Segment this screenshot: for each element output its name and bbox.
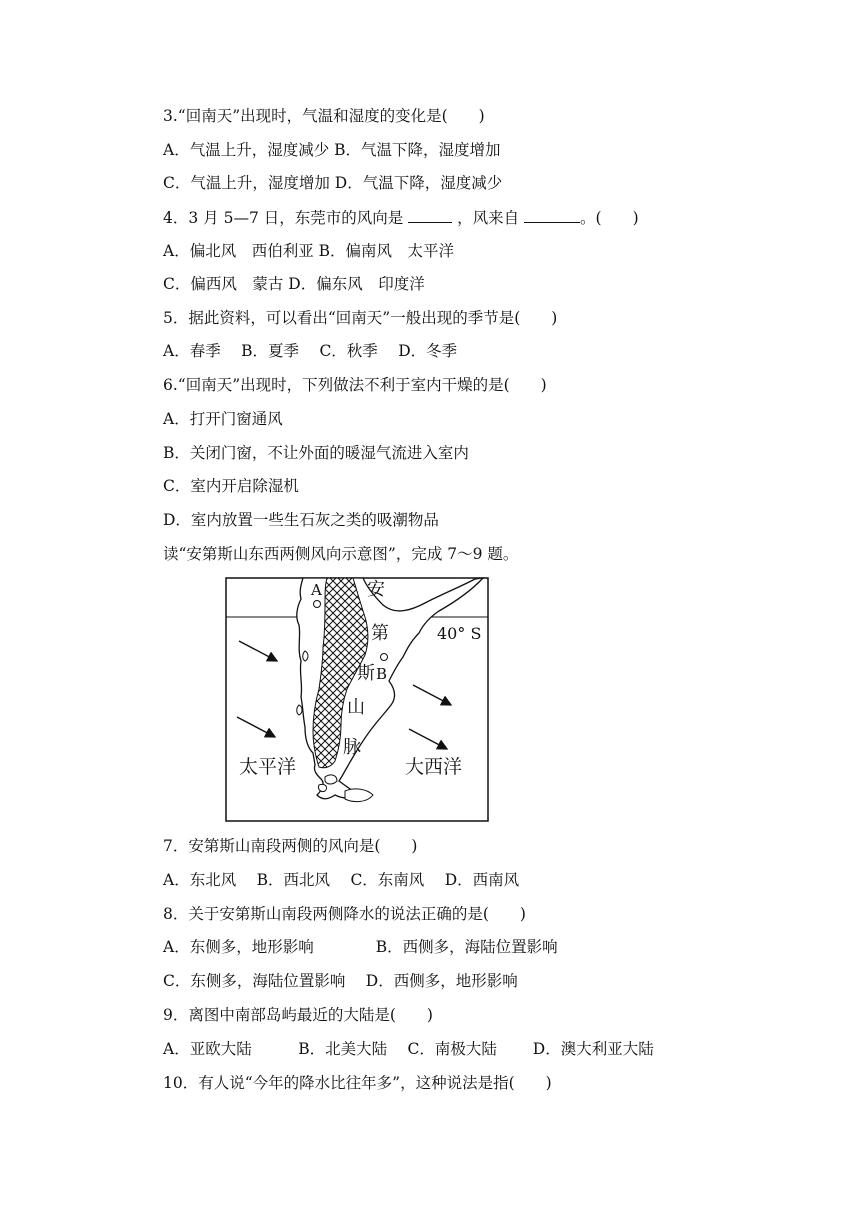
q6-option-d: D．室内放置一些生石灰之类的吸潮物品 <box>163 511 439 529</box>
island-south-1 <box>325 775 337 784</box>
q6-option-a: A．打开门窗通风 <box>163 410 283 428</box>
q3-stem: 3.“回南天”出现时，气温和湿度的变化是( ) <box>163 107 485 125</box>
q4-options-ab: A．偏北风 西伯利亚 B．偏南风 太平洋 <box>163 242 455 260</box>
q4-stem-part3: 。( ) <box>580 209 639 227</box>
q4-blank-1 <box>408 207 452 223</box>
mountain-char-4: 山 <box>347 697 365 718</box>
island-west-2 <box>297 705 302 715</box>
latitude-label: 40° S <box>437 624 482 643</box>
point-a-marker <box>314 601 321 608</box>
q4-blank-2 <box>524 207 580 223</box>
atlantic-ocean-label: 大西洋 <box>405 756 463 778</box>
q6-option-b: B．关闭门窗，不让外面的暖湿气流进入室内 <box>163 444 469 462</box>
q4-stem-part1: 4．3 月 5—7 日，东莞市的风向是 <box>163 209 409 227</box>
q8-options-cd: C．东侧多，海陆位置影响 D．西侧多，地形影响 <box>163 972 518 990</box>
q8-stem: 8．关于安第斯山南段两侧降水的说法正确的是( ) <box>163 905 526 923</box>
q5-stem: 5．据此资料，可以看出“回南天”一般出现的季节是( ) <box>163 309 558 327</box>
q6-stem: 6.“回南天”出现时，下列做法不利于室内干燥的是( ) <box>163 376 547 394</box>
q4-options-cd: C．偏西风 蒙古 D．偏东风 印度洋 <box>163 275 425 293</box>
pacific-ocean-label: 太平洋 <box>239 756 297 778</box>
map-intro: 读“安第斯山东西两侧风向示意图”，完成 7～9 题。 <box>163 545 519 563</box>
mountain-char-1: 安 <box>367 579 385 600</box>
q9-stem: 9．离图中南部岛屿最近的大陆是( ) <box>163 1006 433 1024</box>
point-b-marker <box>381 654 388 661</box>
q4-stem <box>163 207 639 228</box>
q3-options-cd: C．气温上升，湿度增加 D．气温下降，湿度减少 <box>163 174 503 192</box>
q4-stem-part2: ，风来自 <box>452 209 525 227</box>
q5-options: A．春季 B．夏季 C．秋季 D．冬季 <box>163 342 458 360</box>
q10-stem: 10．有人说“今年的降水比往年多”，这种说法是指( ) <box>163 1074 552 1092</box>
q9-options: A．亚欧大陆 B．北美大陆 C．南极大陆 D．澳大利亚大陆 <box>163 1040 654 1058</box>
q8-options-ab: A．东侧多，地形影响 B．西侧多，海陆位置影响 <box>163 938 558 956</box>
mountain-char-5: 脉 <box>343 737 361 758</box>
q6-option-c: C．室内开启除湿机 <box>163 477 299 495</box>
q7-stem: 7．安第斯山南段两侧的风向是( ) <box>163 837 418 855</box>
q7-options: A．东北风 B．西北风 C．东南风 D．西南风 <box>163 871 520 889</box>
point-b-label: B <box>376 665 388 683</box>
mountain-char-3: 斯 <box>357 663 375 684</box>
island-west-1 <box>303 651 308 661</box>
q3-options-ab: A．气温上升，湿度减少 B．气温下降，湿度增加 <box>163 141 501 159</box>
mountain-char-2: 第 <box>371 623 389 644</box>
island-south-2 <box>318 784 326 791</box>
andes-wind-map <box>225 577 489 822</box>
point-a-label: A <box>311 581 322 599</box>
